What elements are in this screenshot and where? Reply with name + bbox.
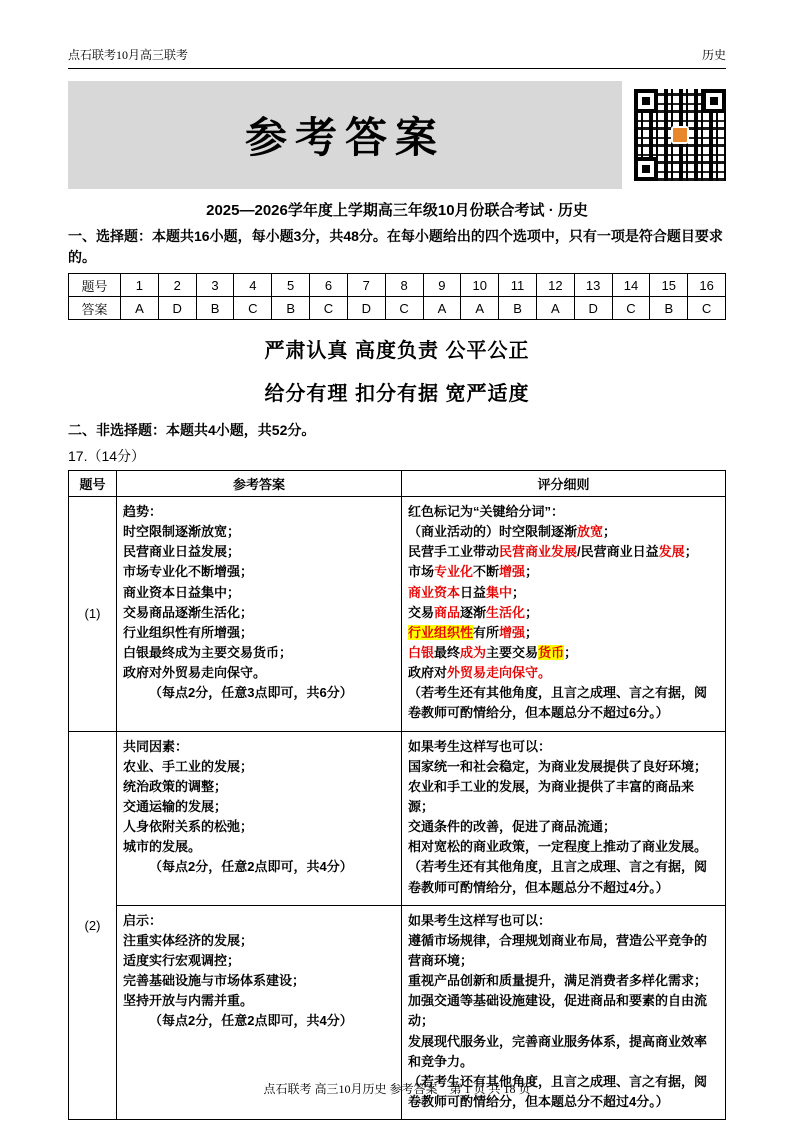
text-line xyxy=(123,583,395,603)
text-segment: 注重实体经济的发展； xyxy=(123,932,254,948)
text-line xyxy=(408,663,719,683)
answer-letter-cell: C xyxy=(310,297,348,320)
question-number-cell: 15 xyxy=(650,274,688,297)
text-segment: 逐渐 xyxy=(460,604,487,620)
question-number-cell: 13 xyxy=(574,274,612,297)
text-line xyxy=(408,522,719,542)
text-segment: 人身依附关系的松弛； xyxy=(123,819,254,835)
key-scoring-term: 增强 xyxy=(499,624,526,640)
key-scoring-term: 商品 xyxy=(434,604,461,620)
answer-letter-row-label: 答案 xyxy=(69,297,121,320)
text-line xyxy=(123,797,395,817)
answer-letter-cell: D xyxy=(347,297,385,320)
motto-line-1: 严肃认真 高度负责 公平公正 xyxy=(264,340,530,362)
text-segment: 重视产品创新和质量提升，满足消费者多样化需求； xyxy=(408,973,708,989)
text-line xyxy=(123,562,395,582)
question-number-cell: 5 xyxy=(272,274,310,297)
text-segment: 农业和手工业的发展，为商业提供了丰富的商品来源； xyxy=(408,778,695,814)
text-segment: 行业组织性有所增强； xyxy=(123,624,254,640)
key-scoring-term: 货币 xyxy=(538,644,565,660)
text-segment: 加强交通等基础设施建设，促进商品和要素的自由流动； xyxy=(408,993,708,1029)
answer-letter-cell: C xyxy=(612,297,650,320)
text-line xyxy=(123,991,395,1011)
banner-row xyxy=(68,81,726,189)
answer-key-banner xyxy=(68,81,622,189)
text-line xyxy=(408,542,719,562)
text-line xyxy=(123,931,395,951)
col-header-scoring-rubric: 评分细则 xyxy=(402,471,726,497)
text-line xyxy=(123,837,395,857)
question-part-number: (2) xyxy=(69,731,117,1120)
question-part-number: (1) xyxy=(69,497,117,732)
text-segment: / xyxy=(577,544,581,560)
text-segment: 时空限制逐渐放宽； xyxy=(123,524,241,540)
text-line xyxy=(123,683,395,703)
question-17-label: 17.（14分） xyxy=(68,448,146,464)
answer-letter-cell: D xyxy=(574,297,612,320)
text-segment: 交易商品逐渐生活化； xyxy=(123,604,254,620)
question-number-cell: 9 xyxy=(423,274,461,297)
question-number-cell: 4 xyxy=(234,274,272,297)
header-right-text: 历史 xyxy=(701,48,726,62)
rubric-row-1 xyxy=(69,497,726,732)
text-line xyxy=(408,777,719,817)
text-line xyxy=(123,737,395,757)
text-segment: 白银最终成为主要交易货币； xyxy=(123,644,293,660)
motto-line-2: 给分有理 扣分有据 宽严适度 xyxy=(264,383,530,405)
question-number-row xyxy=(69,274,726,297)
text-line xyxy=(123,603,395,623)
qr-finder-top-right-icon xyxy=(702,89,726,113)
text-segment: ； xyxy=(525,624,539,640)
text-segment: （商业活动的）时空限制逐渐 xyxy=(408,524,578,540)
question-number-cell: 3 xyxy=(196,274,234,297)
answer-letter-cell: C xyxy=(385,297,423,320)
text-segment: （每点2分，任意3点即可，共6分） xyxy=(149,685,353,701)
text-line xyxy=(123,777,395,797)
question-number-cell: 12 xyxy=(536,274,574,297)
text-segment: 红色标记为“关键给分词”： xyxy=(408,504,565,519)
text-segment: 城市的发展。 xyxy=(123,839,202,855)
text-segment: 启示： xyxy=(123,912,163,928)
key-scoring-term: 成为 xyxy=(460,644,487,660)
text-segment: （若考生还有其他角度，且言之成理、言之有据，阅卷教师可酌情给分，但本题总分不超过6分。） xyxy=(408,685,708,721)
key-scoring-term: 生活化 xyxy=(486,604,526,620)
text-segment: 有所 xyxy=(473,624,500,640)
text-segment: 趋势： xyxy=(123,504,163,519)
reference-answer-cell xyxy=(117,497,402,732)
text-line xyxy=(123,971,395,991)
question-number-cell: 8 xyxy=(385,274,423,297)
answer-letter-cell: C xyxy=(688,297,726,320)
text-line xyxy=(408,683,719,723)
text-line xyxy=(123,522,395,542)
key-scoring-term: 民营商业发展 xyxy=(499,544,578,560)
text-segment: ； xyxy=(525,604,539,620)
text-segment: 民营手工业带动 xyxy=(408,544,500,560)
text-line xyxy=(123,502,395,522)
section-choice-heading: 一、选择题：本题共16小题，每小题3分，共48分。在每小题给出的四个选项中，只有一项是符合题目要求的。 xyxy=(68,228,723,265)
text-segment: 市场 xyxy=(408,564,435,580)
text-segment: 主要交易 xyxy=(486,644,539,660)
text-line xyxy=(123,817,395,837)
text-line xyxy=(123,643,395,663)
answer-letter-cell: B xyxy=(272,297,310,320)
rubric-header-row xyxy=(69,471,726,497)
text-line xyxy=(408,971,719,991)
text-line xyxy=(123,623,395,643)
col-header-reference-answer: 参考答案 xyxy=(117,471,402,497)
text-segment: 统治政策的调整； xyxy=(123,778,228,794)
text-segment: 遵循市场规律，合理规划商业布局，营造公平竞争的营商环境； xyxy=(408,932,708,968)
text-line xyxy=(408,817,719,837)
text-segment: 如果考生这样写也可以： xyxy=(408,912,552,928)
text-segment: 农业、手工业的发展； xyxy=(123,758,254,774)
text-line xyxy=(408,931,719,971)
text-segment: （若考生还有其他角度，且言之成理、言之有据，阅卷教师可酌情给分，但本题总分不超过4分。） xyxy=(408,1073,708,1109)
text-segment: 交通运输的发展； xyxy=(123,798,228,814)
text-segment: ； xyxy=(684,544,698,560)
page-header xyxy=(68,46,726,69)
text-segment: 不断 xyxy=(473,564,500,580)
text-line xyxy=(408,643,719,663)
text-line xyxy=(408,737,719,757)
text-segment: 完善基础设施与市场体系建设； xyxy=(123,973,306,989)
header-left-text: 点石联考10月高三联考 xyxy=(68,48,189,62)
question-number-cell: 7 xyxy=(347,274,385,297)
text-segment: 如果考生这样写也可以： xyxy=(408,738,552,754)
text-line xyxy=(408,991,719,1031)
text-segment: 民营商业日益 xyxy=(580,544,659,560)
banner-title: 参考答案 xyxy=(244,116,445,162)
col-header-question-no: 题号 xyxy=(69,471,117,497)
reference-answer-cell xyxy=(117,731,402,905)
text-line xyxy=(123,1011,395,1031)
text-line xyxy=(408,911,719,931)
question-number-cell: 6 xyxy=(310,274,348,297)
text-line xyxy=(123,542,395,562)
text-segment: 政府对 xyxy=(408,665,448,681)
text-line xyxy=(408,583,719,603)
text-line xyxy=(408,623,719,643)
qr-code xyxy=(634,89,726,181)
section-free-heading: 二、非选择题：本题共4小题，共52分。 xyxy=(68,422,316,438)
key-scoring-term: 放宽 xyxy=(577,524,604,540)
key-scoring-term: 集中 xyxy=(486,584,513,600)
text-line xyxy=(408,502,719,522)
text-line xyxy=(123,663,395,683)
answer-letter-cell: A xyxy=(121,297,159,320)
text-segment: ； xyxy=(512,584,526,600)
text-segment: 日益 xyxy=(460,584,487,600)
page-footer: 点石联考 高三10月历史 参考答案 第 1 页 共 18 页 xyxy=(263,1082,531,1096)
answer-letter-cell: B xyxy=(650,297,688,320)
answer-letter-cell: A xyxy=(536,297,574,320)
text-segment: 坚持开放与内需并重。 xyxy=(123,993,254,1009)
text-segment: 交易 xyxy=(408,604,435,620)
text-segment: 交通条件的改善，促进了商品流通； xyxy=(408,819,617,835)
text-segment: ； xyxy=(564,644,578,660)
question-number-cell: 1 xyxy=(121,274,159,297)
text-segment: 相对宽松的商业政策，一定程度上推动了商业发展。 xyxy=(408,839,708,855)
text-line xyxy=(408,857,719,897)
key-scoring-term: 商业资本 xyxy=(408,584,461,600)
answer-letter-row xyxy=(69,297,726,320)
scoring-rubric-cell xyxy=(402,497,726,732)
exam-title: 2025—2026学年度上学期高三年级10月份联合考试 · 历史 xyxy=(206,202,588,219)
choice-answer-table xyxy=(68,273,726,320)
qr-center-logo-icon xyxy=(671,126,689,144)
text-segment: 国家统一和社会稳定，为商业发展提供了良好环境； xyxy=(408,758,708,774)
text-segment: （每点2分，任意2点即可，共4分） xyxy=(149,1013,353,1029)
answer-letter-cell: C xyxy=(234,297,272,320)
text-segment: ； xyxy=(525,564,539,580)
answer-letter-cell: A xyxy=(461,297,499,320)
question-number-cell: 2 xyxy=(158,274,196,297)
text-segment: （每点2分，任意2点即可，共4分） xyxy=(149,859,353,875)
text-line xyxy=(123,757,395,777)
text-line xyxy=(123,911,395,931)
text-segment: 发展现代服务业，完善商业服务体系，提高商业效率和竞争力。 xyxy=(408,1033,708,1069)
answer-letter-cell: D xyxy=(158,297,196,320)
scoring-rubric-cell xyxy=(402,731,726,905)
key-scoring-term: 外贸易走向保守。 xyxy=(447,665,552,681)
text-line xyxy=(408,562,719,582)
question-number-row-label: 题号 xyxy=(69,274,121,297)
text-line xyxy=(123,951,395,971)
answer-letter-cell: A xyxy=(423,297,461,320)
text-segment: 共同因素： xyxy=(123,738,189,754)
question-17-rubric-table xyxy=(68,470,726,1120)
key-scoring-term: 专业化 xyxy=(434,564,474,580)
text-segment: 最终 xyxy=(434,644,461,660)
key-scoring-term: 发展 xyxy=(658,544,685,560)
text-segment: 商业资本日益集中； xyxy=(123,584,241,600)
text-line xyxy=(408,603,719,623)
key-scoring-term: 行业组织性 xyxy=(408,624,474,640)
answer-letter-cell: B xyxy=(196,297,234,320)
text-segment: 市场专业化不断增强； xyxy=(123,564,254,580)
text-segment: 适度实行宏观调控； xyxy=(123,952,241,968)
text-line xyxy=(408,837,719,857)
question-number-cell: 16 xyxy=(688,274,726,297)
key-scoring-term: 白银 xyxy=(408,644,435,660)
key-scoring-term: 增强 xyxy=(499,564,526,580)
qr-finder-top-left-icon xyxy=(634,89,658,113)
text-line xyxy=(408,757,719,777)
answer-letter-cell: B xyxy=(499,297,537,320)
text-segment: 民营商业日益发展； xyxy=(123,544,241,560)
question-number-cell: 10 xyxy=(461,274,499,297)
qr-finder-bottom-left-icon xyxy=(634,157,658,181)
rubric-row-2a xyxy=(69,731,726,905)
text-line xyxy=(123,857,395,877)
text-line xyxy=(408,1032,719,1072)
text-segment: ； xyxy=(603,524,617,540)
question-number-cell: 11 xyxy=(499,274,537,297)
text-segment: 政府对外贸易走向保守。 xyxy=(123,665,267,681)
text-segment: （若考生还有其他角度，且言之成理、言之有据，阅卷教师可酌情给分，但本题总分不超过4分。） xyxy=(408,859,708,895)
question-number-cell: 14 xyxy=(612,274,650,297)
